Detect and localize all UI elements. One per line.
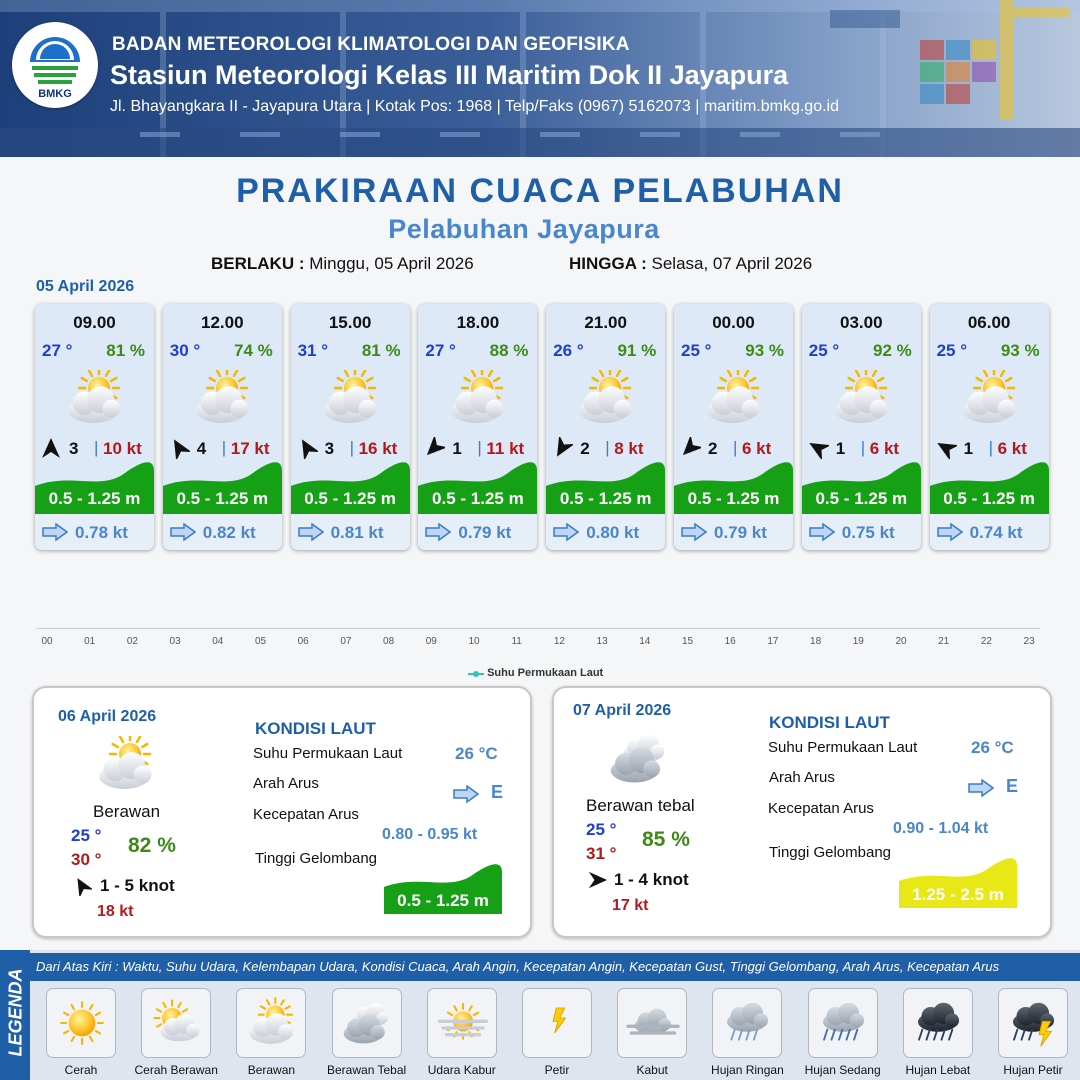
hour-wind-separator: | [349, 438, 355, 457]
sst-value: 26 °C [455, 744, 498, 763]
current-speed-label: Kecepatan Arus [253, 806, 359, 823]
page-subtitle: Pelabuhan Jayapura [388, 214, 660, 244]
sst-axis-tick: 23 [1023, 636, 1035, 647]
legend-item [804, 988, 881, 1077]
legend-side-label: LEGENDA [5, 968, 26, 1057]
current-direction-label: Arah Arus [769, 769, 835, 786]
hour-current [802, 514, 921, 550]
sst-legend [468, 667, 603, 679]
moderate-rain-icon [808, 988, 878, 1058]
day-forecast-0 [32, 686, 532, 938]
hour-current [291, 514, 410, 550]
current-direction-value: E [1006, 776, 1019, 796]
hour-wind [674, 436, 793, 462]
overcast-weather-icon [604, 730, 676, 786]
hour-current-speed: 0.82 kt [202, 523, 256, 542]
hour-current [546, 514, 665, 550]
hour-wind-speed: 3 [69, 439, 79, 458]
hour-wave-height: 0.5 - 1.25 m [432, 489, 524, 508]
validity-from [211, 254, 474, 274]
hour-temperature: 27 ° [425, 341, 456, 360]
hour-gust: 8 kt [614, 439, 644, 458]
light-rain-icon [712, 988, 782, 1058]
current-speed-value [893, 820, 988, 838]
hour-wind-speed: 4 [196, 439, 207, 458]
cloudy-weather-icon [954, 370, 1026, 426]
legend-item-label: Berawan [247, 1063, 296, 1077]
hour-temperature: 25 ° [681, 341, 712, 360]
wind-direction-icon [935, 437, 957, 459]
sst-label: Suhu Permukaan Laut [253, 745, 403, 762]
sst-axis-tick: 04 [212, 636, 224, 647]
hour-wind-speed: 1 [963, 439, 974, 458]
sst-axis-tick: 17 [767, 636, 779, 647]
sea-condition-title: KONDISI LAUT [255, 719, 376, 738]
wind-direction-icon [296, 437, 318, 459]
logo-text: BMKG [38, 88, 72, 100]
sst-axis-tick: 02 [126, 636, 138, 647]
sst-legend-label: Suhu Permukaan Laut [487, 667, 604, 679]
current-direction-value: E [491, 782, 504, 802]
day-temp-max: 30 ° [71, 850, 102, 869]
hour-current-speed: 0.79 kt [458, 523, 512, 542]
sst-axis-tick: 15 [681, 636, 694, 647]
legend-item-label: Hujan Lebat [905, 1063, 971, 1077]
current-direction-icon [937, 523, 963, 541]
hour-wind [163, 436, 282, 462]
current-direction-icon [809, 523, 835, 541]
sst-axis-tick: 13 [596, 636, 608, 647]
hour-current-speed: 0.78 kt [75, 523, 128, 542]
partly-sunny-icon [141, 988, 211, 1058]
cloudy-weather-icon [570, 370, 642, 426]
hour-current [930, 514, 1049, 550]
station-name: Stasiun Meteorologi Kelas III Maritim Dok II Jayapura [110, 60, 789, 90]
hour-wind-separator: | [221, 438, 227, 457]
legend-item-label: Berawan Tebal [327, 1063, 407, 1077]
thunderstorm-icon [998, 988, 1068, 1058]
hour-wave-height: 0.5 - 1.25 m [48, 489, 141, 508]
hour-current [418, 514, 537, 550]
wind-direction-icon [807, 437, 829, 459]
day-condition: Berawan [93, 802, 161, 821]
legend-item-label: Cerah Berawan [134, 1063, 218, 1077]
hour-wind [35, 436, 154, 462]
wind-direction-icon [588, 870, 608, 890]
overcast-weather-icon [332, 988, 402, 1058]
hour-time: 03.00 [840, 313, 883, 332]
sst-axis-tick: 00 [41, 636, 53, 647]
legend-item [46, 988, 116, 1077]
hour-card [291, 304, 410, 550]
hour-current [163, 514, 282, 550]
hour-wind-separator: | [477, 438, 482, 457]
cloudy-weather-icon [236, 988, 306, 1058]
day-forecast-1 [552, 686, 1052, 938]
hour-card [35, 304, 154, 550]
sst-axis-tick: 08 [383, 636, 395, 647]
cloudy-weather-icon [442, 370, 514, 426]
legend-item [711, 988, 784, 1077]
legend-item [522, 988, 592, 1077]
day-temp-max: 31 ° [586, 844, 617, 863]
hour-card [930, 304, 1049, 550]
hour-wave-height: 0.5 - 1.25 m [815, 489, 908, 508]
day-humidity: 82 % [128, 834, 176, 857]
day1-date: 05 April 2026 [36, 278, 135, 295]
hour-humidity: 91 % [617, 341, 657, 360]
hour-wind [291, 436, 410, 462]
hour-humidity: 93 % [745, 341, 784, 360]
sst-value: 26 °C [971, 738, 1014, 757]
legend-item [998, 988, 1068, 1077]
hour-current-speed: 0.79 kt [714, 523, 767, 542]
station-address: Jl. Bhayangkara II - Jayapura Utara | Kotak Pos: 1968 | Telp/Faks (0967) 5162073 | maritim.bmkg.go.id [110, 98, 839, 115]
day-humidity: 85 % [642, 828, 690, 851]
hour-gust: 17 kt [230, 439, 270, 458]
wind-direction-icon [168, 437, 190, 459]
legend-item [236, 988, 306, 1077]
current-direction-icon [425, 523, 451, 541]
current-speed-max: - 0.95 kt [417, 826, 478, 843]
current-speed-min: 0.90 [893, 820, 925, 837]
hour-wind-separator: | [860, 438, 866, 457]
validity-to-label: HINGGA : [569, 254, 647, 273]
cloudy-weather-icon [315, 370, 387, 426]
day-wind-range: 1 - 5 knot [100, 876, 175, 895]
validity-from-value: Minggu, 05 April 2026 [309, 254, 474, 273]
legend-item [327, 988, 407, 1077]
hour-time: 06.00 [967, 313, 1011, 332]
hour-wave-height: 0.5 - 1.25 m [304, 489, 396, 508]
hour-wind [802, 436, 921, 462]
day-date: 06 April 2026 [58, 708, 157, 725]
wind-direction-icon [551, 437, 573, 459]
day-temp-min: 25 ° [586, 820, 617, 839]
legend-item [617, 988, 687, 1077]
hour-humidity: 93 % [1000, 341, 1040, 360]
current-speed-min: 0.80 [382, 826, 414, 843]
hour-humidity: 81 % [106, 341, 145, 360]
current-direction-icon [453, 785, 479, 803]
sst-axis-tick: 21 [938, 636, 950, 647]
hour-temperature: 25 ° [936, 341, 968, 360]
hour-gust: 10 kt [103, 439, 142, 458]
cloudy-weather-icon [59, 370, 131, 426]
sst-axis-tick: 18 [810, 636, 822, 647]
legend-item-label: Hujan Petir [1003, 1063, 1063, 1077]
current-direction-icon [42, 523, 68, 541]
current-direction-label: Arah Arus [253, 775, 319, 792]
hour-wind [930, 436, 1049, 462]
sea-condition-title: KONDISI LAUT [769, 713, 890, 732]
hour-wave-height: 0.5 - 1.25 m [559, 489, 652, 508]
hour-temperature: 27 ° [42, 341, 73, 360]
day-wind-range: 1 - 4 knot [614, 870, 689, 889]
hour-wind [546, 436, 665, 462]
hour-wind-speed: 1 [835, 439, 846, 458]
current-direction-icon [553, 523, 579, 541]
cloudy-weather-icon [698, 370, 770, 426]
hour-time: 12.00 [201, 313, 244, 332]
hour-wind-speed: 1 [452, 439, 462, 458]
hour-wind-separator: | [94, 438, 99, 457]
sst-axis-tick: 06 [297, 636, 309, 647]
wave-height-label: Tinggi Gelombang [769, 844, 892, 861]
current-direction-icon [968, 779, 994, 797]
hour-card [674, 304, 793, 550]
fog-icon [617, 988, 687, 1058]
validity-from-label: BERLAKU : [211, 254, 305, 273]
hour-current [35, 514, 154, 550]
day-condition: Berawan tebal [586, 796, 695, 815]
legend-item [134, 988, 218, 1077]
sst-label: Suhu Permukaan Laut [768, 739, 918, 756]
hour-current-speed: 0.75 kt [841, 523, 895, 542]
hour-temperature: 26 ° [553, 341, 584, 360]
hour-wave-height: 0.5 - 1.25 m [943, 489, 1035, 508]
hour-gust: 11 kt [486, 439, 525, 458]
hour-wind [418, 436, 537, 462]
hour-gust: 6 kt [742, 439, 772, 458]
hour-card [802, 304, 921, 550]
hour-wind-speed: 2 [708, 439, 718, 458]
day-wave-height: 1.25 - 2.5 m [912, 885, 1004, 904]
hour-wind-separator: | [605, 438, 610, 457]
day-gust: 17 kt [612, 897, 649, 914]
hour-gust: 6 kt [869, 439, 900, 458]
hour-gust: 6 kt [997, 439, 1027, 458]
hour-time: 18.00 [456, 313, 500, 332]
hour-wind-separator: | [733, 438, 738, 457]
day-wave-height: 0.5 - 1.25 m [397, 891, 489, 910]
sst-axis-tick: 22 [980, 636, 992, 647]
legend-item [427, 988, 497, 1077]
hour-time: 09.00 [73, 313, 116, 332]
legend-item-label: Cerah [64, 1063, 98, 1077]
hour-wave-height: 0.5 - 1.25 m [687, 489, 780, 508]
legend-side-tab [0, 950, 30, 1080]
legend-description: Dari Atas Kiri : Waktu, Suhu Udara, Kelembapan Udara, Kondisi Cuaca, Arah Angin, Kecepatan Angin, Kecepatan Gust, Tinggi Gelombang, Arah Arus, Kecepatan Arus [36, 959, 1000, 974]
hour-temperature: 30 ° [169, 341, 201, 360]
hour-humidity: 88 % [489, 341, 529, 360]
sst-axis-tick: 16 [724, 636, 736, 647]
hour-time: 15.00 [328, 313, 372, 332]
sst-axis-tick: 20 [895, 636, 907, 647]
hour-time: 00.00 [712, 313, 755, 332]
legend-item-label: Hujan Sedang [804, 1063, 881, 1077]
legend-item [903, 988, 973, 1077]
sst-axis-tick: 03 [169, 636, 181, 647]
hazy-icon [427, 988, 497, 1058]
validity-to-value: Selasa, 07 April 2026 [651, 254, 813, 273]
sst-axis-tick: 12 [553, 636, 565, 647]
hour-humidity: 81 % [361, 341, 401, 360]
hour-current-speed: 0.74 kt [969, 523, 1023, 542]
day-date: 07 April 2026 [573, 702, 672, 719]
current-direction-icon [170, 523, 196, 541]
sst-axis-tick: 01 [84, 636, 96, 647]
hour-card [418, 304, 537, 550]
current-direction-icon [681, 523, 707, 541]
sst-axis-line [36, 628, 1040, 629]
cloudy-weather-icon [187, 370, 259, 426]
hour-temperature: 31 ° [297, 341, 329, 360]
current-speed-value [382, 826, 477, 844]
cloudy-weather-icon [90, 736, 162, 792]
sst-axis-tick: 14 [639, 636, 651, 647]
sst-axis-tick: 07 [340, 636, 352, 647]
agency-name: BADAN METEOROLOGI KLIMATOLOGI DAN GEOFISIKA [112, 34, 630, 55]
day-temp-min: 25 ° [71, 826, 102, 845]
hour-wind-speed: 3 [324, 439, 335, 458]
wind-direction-icon [72, 876, 92, 896]
sunny-icon [46, 988, 116, 1058]
wind-direction-icon [423, 437, 445, 459]
validity-to [569, 254, 812, 274]
hour-card [546, 304, 665, 550]
sst-axis-tick: 05 [254, 636, 267, 647]
current-speed-max: - 1.04 kt [928, 820, 989, 837]
hour-current [674, 514, 793, 550]
wind-direction-icon [40, 437, 62, 459]
current-direction-icon [298, 523, 324, 541]
sst-legend-marker [468, 669, 484, 677]
legend-item-label: Petir [544, 1063, 570, 1077]
bmkg-logo [12, 22, 98, 108]
cloudy-weather-icon [826, 370, 898, 426]
lightning-icon [522, 988, 592, 1058]
hour-time: 21.00 [584, 313, 627, 332]
legend-item-label: Kabut [636, 1063, 668, 1077]
hour-gust: 16 kt [358, 439, 398, 458]
page-title: PRAKIRAAN CUACA PELABUHAN [236, 172, 844, 210]
hour-current-speed: 0.81 kt [330, 523, 384, 542]
hour-current-speed: 0.80 kt [586, 523, 640, 542]
legend-item-label: Udara Kabur [427, 1063, 496, 1077]
wave-height-label: Tinggi Gelombang [255, 850, 378, 867]
hour-wave-height: 0.5 - 1.25 m [176, 489, 269, 508]
legend-item-label: Hujan Ringan [711, 1063, 784, 1077]
sst-axis-tick: 19 [852, 636, 864, 647]
current-speed-label: Kecepatan Arus [768, 800, 874, 817]
hour-wind-separator: | [988, 438, 994, 457]
hour-card [163, 304, 282, 550]
sst-axis-tick: 11 [511, 636, 522, 647]
hour-temperature: 25 ° [808, 341, 840, 360]
day-gust: 18 kt [97, 903, 134, 920]
hour-humidity: 92 % [873, 341, 912, 360]
sst-axis-tick: 10 [468, 636, 480, 647]
wind-direction-icon [679, 437, 701, 459]
sst-axis-tick: 09 [425, 636, 437, 647]
hour-humidity: 74 % [234, 341, 273, 360]
header-banner [0, 0, 1080, 157]
hour-wind-speed: 2 [580, 439, 590, 458]
heavy-rain-icon [903, 988, 973, 1058]
